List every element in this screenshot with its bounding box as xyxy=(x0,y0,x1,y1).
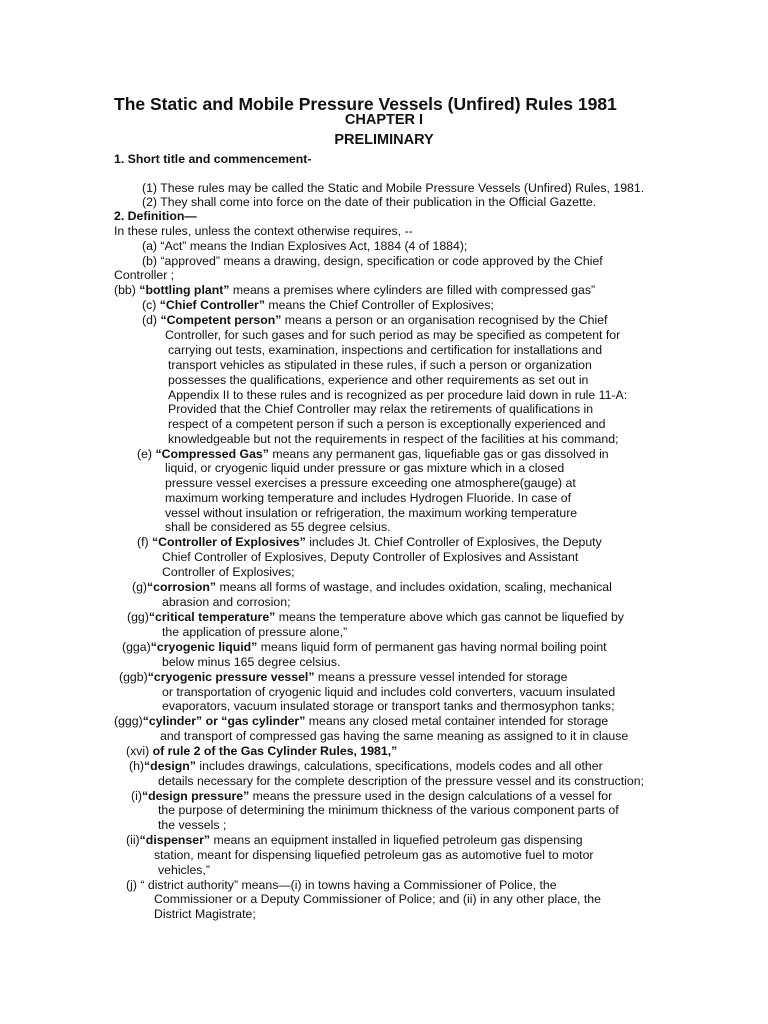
text-run: maximum working temperature and includes Hydrogen Fluoride. In case of xyxy=(165,491,571,505)
text-run: means a pressure vessel intended for storage xyxy=(314,670,568,684)
text-run: (c) xyxy=(142,298,160,312)
defined-term: “Compressed Gas” xyxy=(155,447,269,461)
text-line xyxy=(162,699,615,714)
text-run: Controller of Explosives; xyxy=(162,565,295,579)
text-line xyxy=(158,803,619,818)
text-run: (gga) xyxy=(122,640,151,654)
text-run: In these rules, unless the context otherwise requires, -- xyxy=(114,224,413,238)
text-run: (ii) xyxy=(126,833,140,847)
text-line xyxy=(165,476,576,491)
defined-term: 1. Short title and commencement- xyxy=(114,152,312,166)
text-line xyxy=(168,373,588,388)
text-line xyxy=(129,759,603,774)
text-line xyxy=(114,224,413,239)
text-run: means liquid form of permanent gas having normal boiling point xyxy=(257,640,607,654)
text-run: Provided that the Chief Controller may relax the retirements of qualifications in xyxy=(168,402,594,416)
text-run: below minus 165 degree celsius. xyxy=(162,655,341,669)
text-run: (gg) xyxy=(127,610,149,624)
defined-term: 2. Definition— xyxy=(114,209,197,223)
text-run: evaporators, vacuum insulated storage or transport tanks and thermosyphon tanks; xyxy=(162,699,615,713)
text-line xyxy=(132,580,612,595)
text-run: transport vehicles as stipulated in these rules, if such a person or organization xyxy=(168,358,592,372)
text-run: means a person or an organisation recognised by the Chief xyxy=(281,313,608,327)
text-line xyxy=(154,907,256,922)
text-run: means the pressure used in the design calculations of a vessel for xyxy=(249,789,613,803)
text-run: the vessels ; xyxy=(158,818,227,832)
text-run: vehicles,” xyxy=(158,863,210,877)
chapter-name: PRELIMINARY xyxy=(334,132,434,148)
text-line xyxy=(122,640,607,655)
text-run: station, meant for dispensing liquefied petroleum gas as automotive fuel to motor xyxy=(154,848,594,862)
text-run: (h) xyxy=(129,759,145,773)
text-line xyxy=(142,195,596,210)
text-line xyxy=(127,610,624,625)
text-run: Controller, for such gases and for such period as may be specified as competent for xyxy=(165,328,621,342)
defined-term: “Competent person” xyxy=(160,313,282,327)
defined-term: “critical temperature” xyxy=(148,610,276,624)
text-line xyxy=(165,506,577,521)
text-line xyxy=(154,848,594,863)
text-line xyxy=(126,878,557,893)
defined-term: “corrosion” xyxy=(147,580,217,594)
text-run: (2) They shall come into force on the date of their publication in the Official Gazette. xyxy=(142,195,597,209)
text-run: abrasion and corrosion; xyxy=(162,595,291,609)
text-line xyxy=(162,655,340,670)
text-line xyxy=(162,625,347,640)
text-line xyxy=(165,461,564,476)
text-run: (1) These rules may be called the Static and Mobile Pressure Vessels (Unfired) Rules, 1981. xyxy=(142,181,645,195)
text-line xyxy=(114,283,595,298)
text-line xyxy=(160,729,628,744)
text-line xyxy=(119,670,567,685)
text-line xyxy=(114,268,174,283)
text-line xyxy=(114,209,197,224)
text-run: means an equipment installed in liquefied petroleum gas dispensing xyxy=(210,833,583,847)
text-run: respect of a competent person if such a person is exceptionally experienced and xyxy=(168,417,606,431)
text-line xyxy=(168,402,593,417)
text-run: includes drawings, calculations, specifications, models codes and all other xyxy=(195,759,603,773)
text-run: (ggg) xyxy=(114,714,143,728)
defined-term: “Controller of Explosives” xyxy=(152,535,306,549)
text-line xyxy=(168,358,592,373)
text-run: vessel without insulation or refrigeration, the maximum working temperature xyxy=(165,506,578,520)
defined-term: “cryogenic liquid” xyxy=(150,640,258,654)
text-run: or transportation of cryogenic liquid and includes cold converters, vacuum insulated xyxy=(162,685,616,699)
text-line xyxy=(137,447,609,462)
text-line xyxy=(137,535,602,550)
text-line xyxy=(168,388,627,403)
defined-term: “bottling plant” xyxy=(139,283,230,297)
text-line xyxy=(126,833,583,848)
text-run: liquid, or cryogenic liquid under pressure or gas mixture which in a closed xyxy=(165,461,565,475)
text-run: and transport of compressed gas having the same meaning as assigned to it in clause xyxy=(160,729,629,743)
text-line xyxy=(158,774,644,789)
defined-term: “cryogenic pressure vessel” xyxy=(147,670,315,684)
text-run: (d) xyxy=(142,313,161,327)
text-line xyxy=(162,595,291,610)
text-line xyxy=(154,892,601,907)
text-run: (a) “Act” means the Indian Explosives Act, 1884 (4 of 1884); xyxy=(142,239,468,253)
text-line xyxy=(142,254,603,269)
defined-term: “design” xyxy=(144,759,196,773)
text-run: (e) xyxy=(137,447,156,461)
text-line xyxy=(131,789,612,804)
text-run: means a premises where cylinders are filled with compressed gas” xyxy=(229,283,596,297)
text-line xyxy=(114,714,608,729)
defined-term: “dispenser” xyxy=(139,833,211,847)
text-run: means all forms of wastage, and includes oxidation, scaling, mechanical xyxy=(216,580,612,594)
text-run: pressure vessel exercises a pressure exceeding one atmosphere(gauge) at xyxy=(165,476,576,490)
text-line xyxy=(162,565,295,580)
text-run: Controller ; xyxy=(114,268,175,282)
text-run: (i) xyxy=(131,789,142,803)
text-run: (ggb) xyxy=(119,670,148,684)
text-line xyxy=(165,328,620,343)
text-line xyxy=(165,491,571,506)
text-run: (g) xyxy=(132,580,148,594)
text-line xyxy=(158,863,210,878)
defined-term: “cylinder” or “gas cylinder” xyxy=(142,714,306,728)
text-line xyxy=(168,417,605,432)
text-run: the application of pressure alone,” xyxy=(162,625,348,639)
text-run: Commissioner or a Deputy Commissioner of Police; and (ii) in any other place, the xyxy=(154,892,601,906)
text-run: means the Chief Controller of Explosives; xyxy=(264,298,494,312)
text-line xyxy=(142,298,494,313)
text-line xyxy=(142,313,607,328)
text-line xyxy=(142,181,644,196)
text-line xyxy=(162,685,615,700)
text-line xyxy=(162,550,578,565)
text-run: (j) “ district authority” means—(i) in towns having a Commissioner of Police, the xyxy=(126,878,557,892)
defined-term: of rule 2 of the Gas Cylinder Rules, 1981,” xyxy=(152,744,398,758)
text-run: (xvi) xyxy=(126,744,153,758)
defined-term: “Chief Controller” xyxy=(159,298,265,312)
text-line xyxy=(126,744,397,759)
text-line xyxy=(158,818,226,833)
text-run: Appendix II to these rules and is recognized as per procedure laid down in rule 11-A: xyxy=(168,388,628,402)
text-run: shall be considered as 55 degree celsius. xyxy=(165,520,391,534)
text-run: means any closed metal container intended for storage xyxy=(305,714,609,728)
text-run: (f) xyxy=(137,535,153,549)
chapter-heading: CHAPTER I xyxy=(344,112,424,128)
text-run: carrying out tests, examination, inspections and certification for installations and xyxy=(168,343,603,357)
text-run: (bb) xyxy=(114,283,140,297)
text-run: details necessary for the complete description of the pressure vessel and its construction; xyxy=(158,774,644,788)
text-run: possesses the qualifications, experience and other requirements as set out in xyxy=(168,373,589,387)
defined-term: “design pressure” xyxy=(141,789,250,803)
text-line xyxy=(165,520,391,535)
document-title: The Static and Mobile Pressure Vessels (Unfired) Rules 1981 xyxy=(114,94,617,114)
text-run: the purpose of determining the minimum thickness of the various component parts of xyxy=(158,803,619,817)
text-run: knowledgeable but not the requirements in respect of the facilities at his command; xyxy=(168,432,619,446)
text-line xyxy=(168,343,602,358)
text-line xyxy=(168,432,618,447)
text-run: means any permanent gas, liquefiable gas or gas dissolved in xyxy=(268,447,609,461)
text-run: includes Jt. Chief Controller of Explosives, the Deputy xyxy=(305,535,602,549)
text-run: (b) “approved” means a drawing, design, specification or code approved by the Chief xyxy=(142,254,603,268)
text-run: District Magistrate; xyxy=(154,907,256,921)
text-line xyxy=(114,152,311,167)
text-run: Chief Controller of Explosives, Deputy Controller of Explosives and Assistant xyxy=(162,550,579,564)
text-line xyxy=(142,239,467,254)
text-run: means the temperature above which gas cannot be liquefied by xyxy=(275,610,624,624)
